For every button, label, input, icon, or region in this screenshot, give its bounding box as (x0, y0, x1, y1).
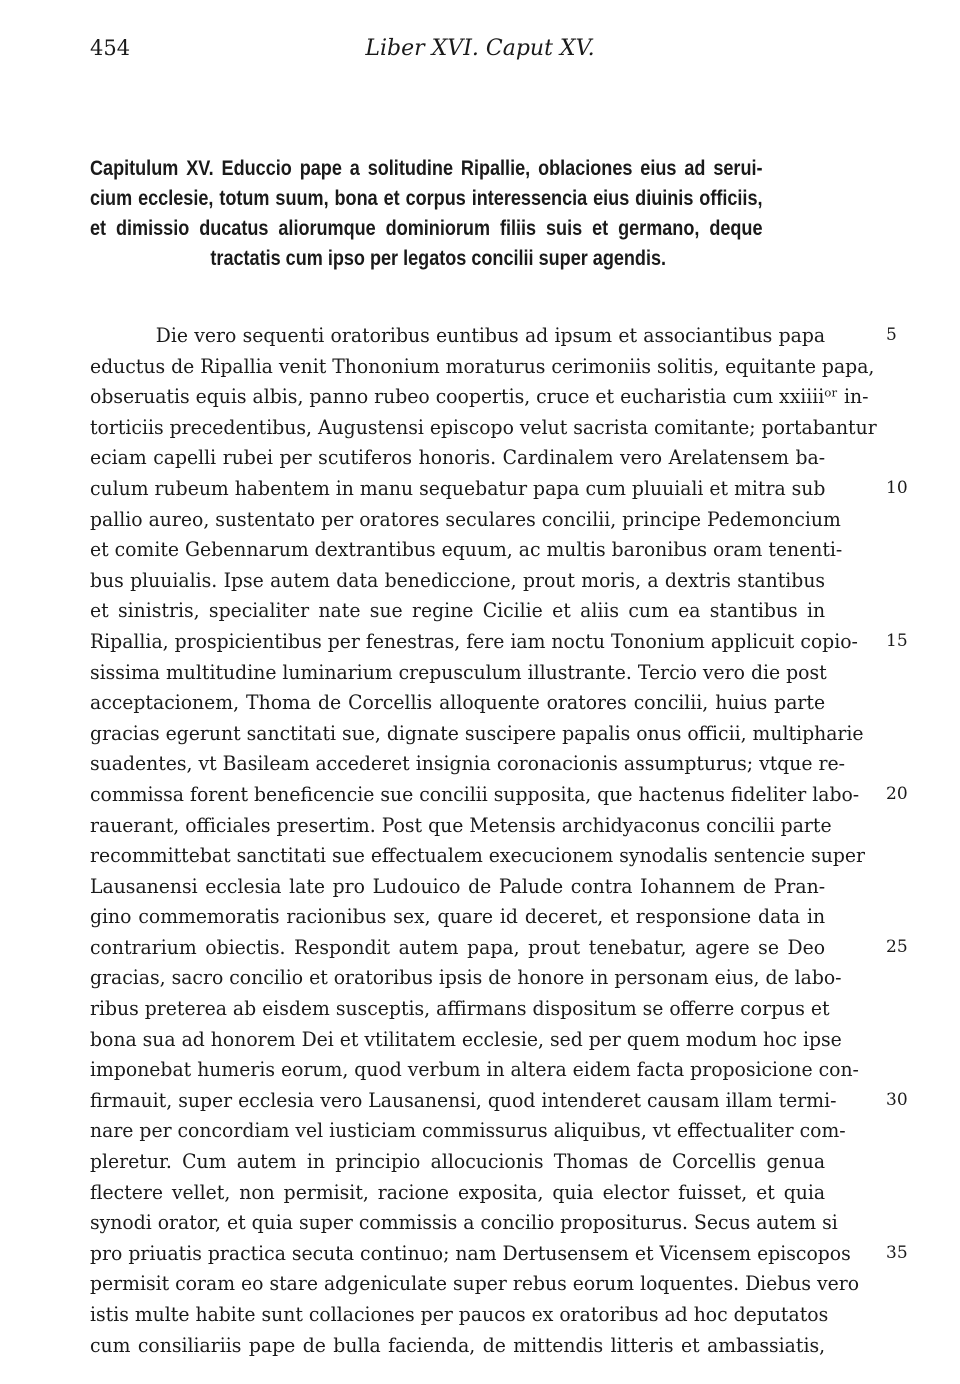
text-line (90, 993, 872, 1024)
text-line-content: bona sua ad honorem Dei et vtilitatem ecclesie, sed per quem modum hoc ipse (90, 1026, 842, 1051)
line-number: 25 (886, 937, 908, 957)
running-head: Liber XVI. Caput XV. (365, 36, 595, 61)
heading-line: cium ecclesie, totum suum, bona et corpus interessencia eius diuinis officiis, (90, 187, 763, 210)
text-line-content: istis multe habite sunt collaciones per paucos ex oratoribus ad hoc deputatos (90, 1302, 829, 1326)
body-text (90, 320, 877, 1360)
text-line-content: commissa forent beneficencie sue concilii supposita, que hactenus fideliter labo- (90, 781, 860, 806)
text-line-content: synodi orator, et quia super commissis a concilio propositurus. Secus autem si (90, 1210, 838, 1235)
text-line (90, 565, 872, 596)
text-line (90, 779, 872, 810)
text-line-content: gracias, sacro concilio et oratoribus ipsis de honore in personam eius, de labo- (90, 965, 842, 990)
text-line-content: suadentes, vt Basileam accederet insignia coronacionis assumpturus; vtque re- (90, 751, 845, 776)
text-line-content: ribus preterea ab eisdem susceptis, affirmans dispositum se offerre corpus et (90, 996, 830, 1021)
text-line-content: pallio aureo, sustentato per oratores seculares concilii, principe Pedemoncium (90, 506, 841, 531)
text-line (90, 932, 872, 963)
text-line (90, 1085, 872, 1116)
heading-line: tractatis cum ipso per legatos concilii super agendis. (210, 247, 667, 270)
text-line (90, 901, 872, 932)
text-line (90, 962, 872, 993)
text-line-content: bus pluuialis. Ipse autem data benediccione, prout moris, a dextris stantibus (90, 567, 826, 592)
text-line-content: rauerant, officiales presertim. Post que Metensis archidyaconus concilii parte (90, 812, 832, 837)
text-line-content: acceptacionem, Thoma de Corcellis alloquente oratores concilii, huius parte (90, 690, 826, 715)
text-line (90, 442, 872, 473)
text-line (90, 1268, 872, 1299)
text-line-content: pleretur. Cum autem in principio allocucionis Thomas de Corcellis genua (90, 1149, 826, 1174)
text-line (90, 657, 872, 688)
line-number: 15 (886, 631, 908, 651)
text-line (90, 871, 872, 902)
text-line (90, 810, 872, 841)
text-line (90, 1177, 872, 1208)
chapter-heading (90, 154, 763, 274)
line-number: 20 (886, 784, 908, 804)
text-line (90, 1146, 872, 1177)
text-line (90, 687, 872, 718)
heading-line: et dimissio ducatus aliorumque dominiorum filiis suis et germano, deque (90, 217, 763, 240)
text-line-content: obseruatis equis albis, panno rubeo coopertis, cruce et eucharistia cum xxiiiiᵒʳ in- (90, 384, 869, 409)
text-line (90, 1238, 872, 1269)
text-line-content: et comite Gebennarum dextrantibus equum, ac multis baronibus oram tenenti- (90, 537, 843, 562)
line-number: 30 (886, 1090, 908, 1110)
text-line (90, 748, 872, 779)
text-line (90, 412, 877, 443)
text-line-content: nare per concordiam vel iusticiam commissurus aliquibus, vt effectualiter com- (90, 1118, 846, 1143)
line-number: 10 (886, 478, 908, 498)
text-line-content: pro priuatis practica secuta continuo; nam Dertusensem et Vicensem episcopos (90, 1240, 851, 1265)
text-line-content: eductus de Ripallia venit Thononium moraturus cerimoniis solitis, equitante papa, (90, 353, 875, 378)
text-line (90, 504, 872, 535)
text-line-content: Die vero sequenti oratoribus euntibus ad ipsum et associantibus papa (155, 323, 826, 347)
text-line (90, 718, 872, 749)
text-line (90, 1054, 872, 1085)
text-line (90, 1299, 872, 1330)
page-number: 454 (90, 36, 131, 60)
text-line-content: gino commemoratis racionibus sex, quare id deceret, et responsione data in (90, 904, 826, 929)
text-line (90, 1207, 872, 1238)
text-line (90, 534, 872, 565)
text-line-content: torticiis precedentibus, Augustensi episcopo velut sacrista comitante; portabantur (90, 414, 877, 439)
text-line-content: contrarium obiectis. Respondit autem papa, prout tenebatur, agere se Deo (90, 934, 826, 959)
text-line (90, 840, 872, 871)
text-line (90, 320, 872, 351)
text-line (90, 381, 872, 412)
text-line-content: eciam capelli rubei per scutiferos honoris. Cardinalem vero Arelatensem ba- (90, 445, 826, 470)
text-line-content: imponebat humeris eorum, quod verbum in altera eidem facta proposicione con- (90, 1057, 859, 1082)
text-line-content: Lausanensi ecclesia late pro Ludouico de Palude contra Iohannem de Pran- (90, 873, 826, 898)
text-line-content: Ripallia, prospicientibus per fenestras, fere iam noctu Tononium applicuit copio- (90, 628, 858, 653)
text-line-content: firmauit, super ecclesia vero Lausanensi, quod intenderet causam illam termi- (90, 1087, 837, 1112)
text-line-content: sissima multitudine luminarium crepusculum illustrante. Tercio vero die post (90, 659, 827, 684)
text-line-content: cum consiliariis pape de bulla facienda, de mittendis litteris et ambassiatis, (90, 1332, 826, 1357)
text-line-content: flectere vellet, non permisit, racione exposita, quia elector fuisset, et quia (90, 1179, 826, 1204)
text-line-content: et sinistris, specialiter nate sue regine Cicilie et aliis cum ea stantibus in (90, 598, 826, 623)
text-line-content: gracias egerunt sanctitati sue, dignate suscipere papalis onus officii, multipharie (90, 720, 864, 745)
text-line (90, 351, 875, 382)
text-line (90, 1330, 872, 1361)
text-line (90, 1024, 872, 1055)
heading-line: Capitulum XV. Educcio pape a solitudine Ripallie, oblaciones eius ad serui- (90, 157, 763, 180)
line-number: 35 (886, 1243, 908, 1263)
text-line-content: permisit coram eo stare adgeniculate super rebus eorum loquentes. Diebus vero (90, 1271, 860, 1296)
text-line-content: recommittebat sanctitati sue effectualem execucionem synodalis sentencie super (90, 843, 866, 868)
text-line-content: culum rubeum habentem in manu sequebatur papa cum pluuiali et mitra sub (90, 475, 826, 500)
line-number: 5 (886, 325, 897, 345)
text-line (90, 473, 872, 504)
text-line (90, 626, 872, 657)
text-line (90, 595, 872, 626)
text-line (90, 1115, 872, 1146)
